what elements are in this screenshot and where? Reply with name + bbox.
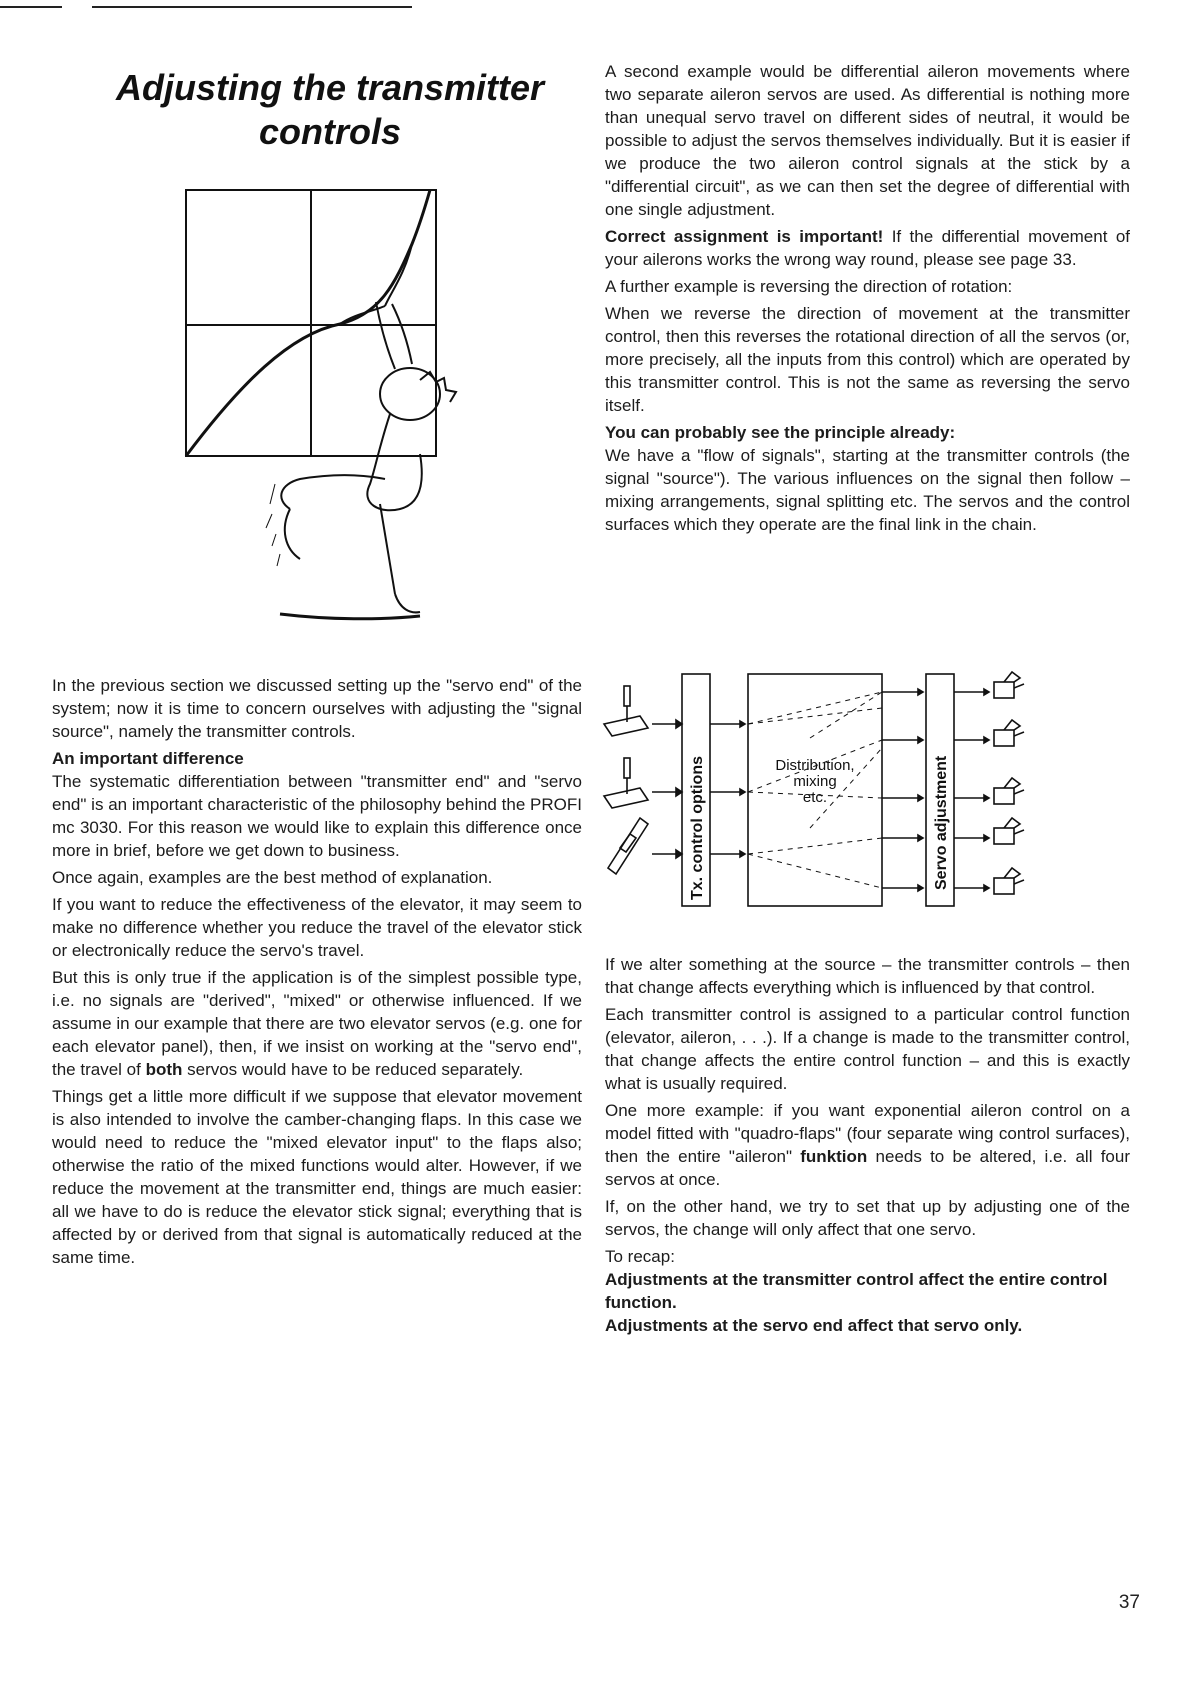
top-rule-left xyxy=(0,6,62,8)
right-paragraph-3: A further example is reversing the direction of rotation: xyxy=(605,277,1013,296)
right-bottom-paragraph-2: Each transmitter control is assigned to a particular control function (elevator, aileron, . . .). If a change is made to the transmitter control, that change affects the entire control function – and this is exactly what is usually required. xyxy=(605,1005,1130,1093)
title-line-1: Adjusting the transmitter xyxy=(115,67,545,108)
left-paragraph-5 xyxy=(52,966,582,1081)
heading-important-difference: An important difference xyxy=(52,749,244,768)
page-number: 37 xyxy=(1118,1592,1140,1613)
right-bottom-paragraph-1: If we alter something at the source – the transmitter controls – then that change affects everything which is influenced by that control. xyxy=(605,955,1130,997)
right-paragraph-1: A second example would be differential aileron movements where two separate aileron servos are used. As differential is nothing more than unequal servo travel on different sides of neutral, it would be possible to adjust the servos themselves individually. But it is easier if we produce the two aileron control signals at the stick by a "differential circuit", as we can then set the degree of differential with one single adjustment. xyxy=(605,62,1130,219)
servo-icon xyxy=(994,672,1024,698)
tx-control-label: Tx. control options xyxy=(689,756,706,900)
servo-icon xyxy=(994,818,1024,844)
recap-line-1: Adjustments at the transmitter control affect the entire control function. xyxy=(605,1270,1108,1312)
signal-flow-diagram xyxy=(600,668,1132,928)
heading-principle: You can probably see the principle already: xyxy=(605,423,956,442)
correct-assignment-bold: Correct assignment is important! xyxy=(605,227,884,246)
left-column xyxy=(52,674,582,1273)
right-bottom-paragraph-3 xyxy=(605,1099,1130,1191)
left-paragraph-2: The systematic differentiation between "transmitter end" and "servo end" is an important characteristic of the philosophy behind the PROFI mc 3030. For this reason we would like to explain this difference once more in brief, before we get down to business. xyxy=(52,772,582,860)
right-paragraph-2 xyxy=(605,225,1130,271)
left-paragraph-5-end: servos would have to be reduced separately. xyxy=(182,1060,524,1079)
right-paragraph-4: When we reverse the direction of movement at the transmitter control, then this reverses the rotational direction of all the servos (or, more precisely, all the inputs from this control) which are operated by this transmitter control. This is not the same as reversing the servo itself. xyxy=(605,304,1130,415)
servo-adjustment-label: Servo adjustment xyxy=(933,755,950,890)
right-bottom-paragraph-3-end: needs to be altered, i.e. all four servos at once. xyxy=(605,1147,1130,1189)
left-paragraph-3: Once again, examples are the best method of explanation. xyxy=(52,868,493,887)
right-bottom-paragraph-3-start: One more example: if you want exponential aileron control on a model fitted with "quadro-flaps" (four separate wing control surfaces), then the entire "aileron" xyxy=(605,1101,1130,1166)
page-title xyxy=(70,66,590,154)
distribution-label-2: mixing xyxy=(793,773,837,790)
funktion-bold: funktion xyxy=(800,1147,868,1166)
distribution-label-3: etc. xyxy=(802,789,828,806)
stick-icon xyxy=(604,686,648,736)
man-figure xyxy=(266,244,456,619)
distribution-label-1: Distribution, xyxy=(775,757,855,774)
left-paragraph-5-bold: both xyxy=(145,1060,183,1079)
recap-line-2: Adjustments at the servo end affect that servo only. xyxy=(605,1316,1023,1335)
left-paragraph-5-start: But this is only true if the application is of the simplest possible type, i.e. no signals are "derived", "mixed" or otherwise influenced. If we assume in our example that there are two elevator servos (e.g. one for each elevator panel), then, if we insist on working at the "servo end", the travel of xyxy=(52,968,582,1079)
right-paragraph-5: We have a "flow of signals", starting at the transmitter controls (the signal "source"). The various influences on the signal then follow – mixing arrangements, signal splitting etc. The servos and the control surfaces which they operate are the final link in the chain. xyxy=(605,446,1130,534)
man-pulling-curve-illustration xyxy=(180,184,520,650)
right-bottom-column xyxy=(605,953,1130,1337)
servo-icon xyxy=(994,868,1024,894)
right-paragraph-2-rest: If the differential movement of your ailerons works the wrong way round, please see page 33. xyxy=(605,227,1131,269)
top-rule-right xyxy=(92,6,412,8)
right-top-column xyxy=(605,60,1130,540)
servo-icon xyxy=(994,720,1024,746)
left-paragraph-4: If you want to reduce the effectiveness of the elevator, it may seem to make no difference whether you reduce the travel of the elevator stick or electronically reduce the servo's travel. xyxy=(52,895,582,960)
slider-icon xyxy=(608,818,648,874)
recap-heading: To recap: xyxy=(605,1247,675,1266)
servo-icon xyxy=(994,778,1024,804)
stick-icon xyxy=(604,758,648,808)
left-paragraph-6: Things get a little more difficult if we suppose that elevator movement is also intended to involve the camber-changing flaps. In this case we would need to reduce the "mixed elevator input" to the flaps also; otherwise the ratio of the mixed functions would alter. However, if we reduce the movement at the transmitter end, things are much easier: all we have to do is reduce the elevator stick signal; everything that is affected by or derived from that signal is automatically reduced at the same time. xyxy=(52,1087,582,1267)
title-line-2: controls xyxy=(258,111,401,152)
left-paragraph-1: In the previous section we discussed setting up the "servo end" of the system; now it is time to concern ourselves with adjusting the "signal source", namely the transmitter controls. xyxy=(52,676,582,741)
right-bottom-paragraph-4: If, on the other hand, we try to set that up by adjusting one of the servos, the change will only affect that one servo. xyxy=(605,1197,1130,1239)
